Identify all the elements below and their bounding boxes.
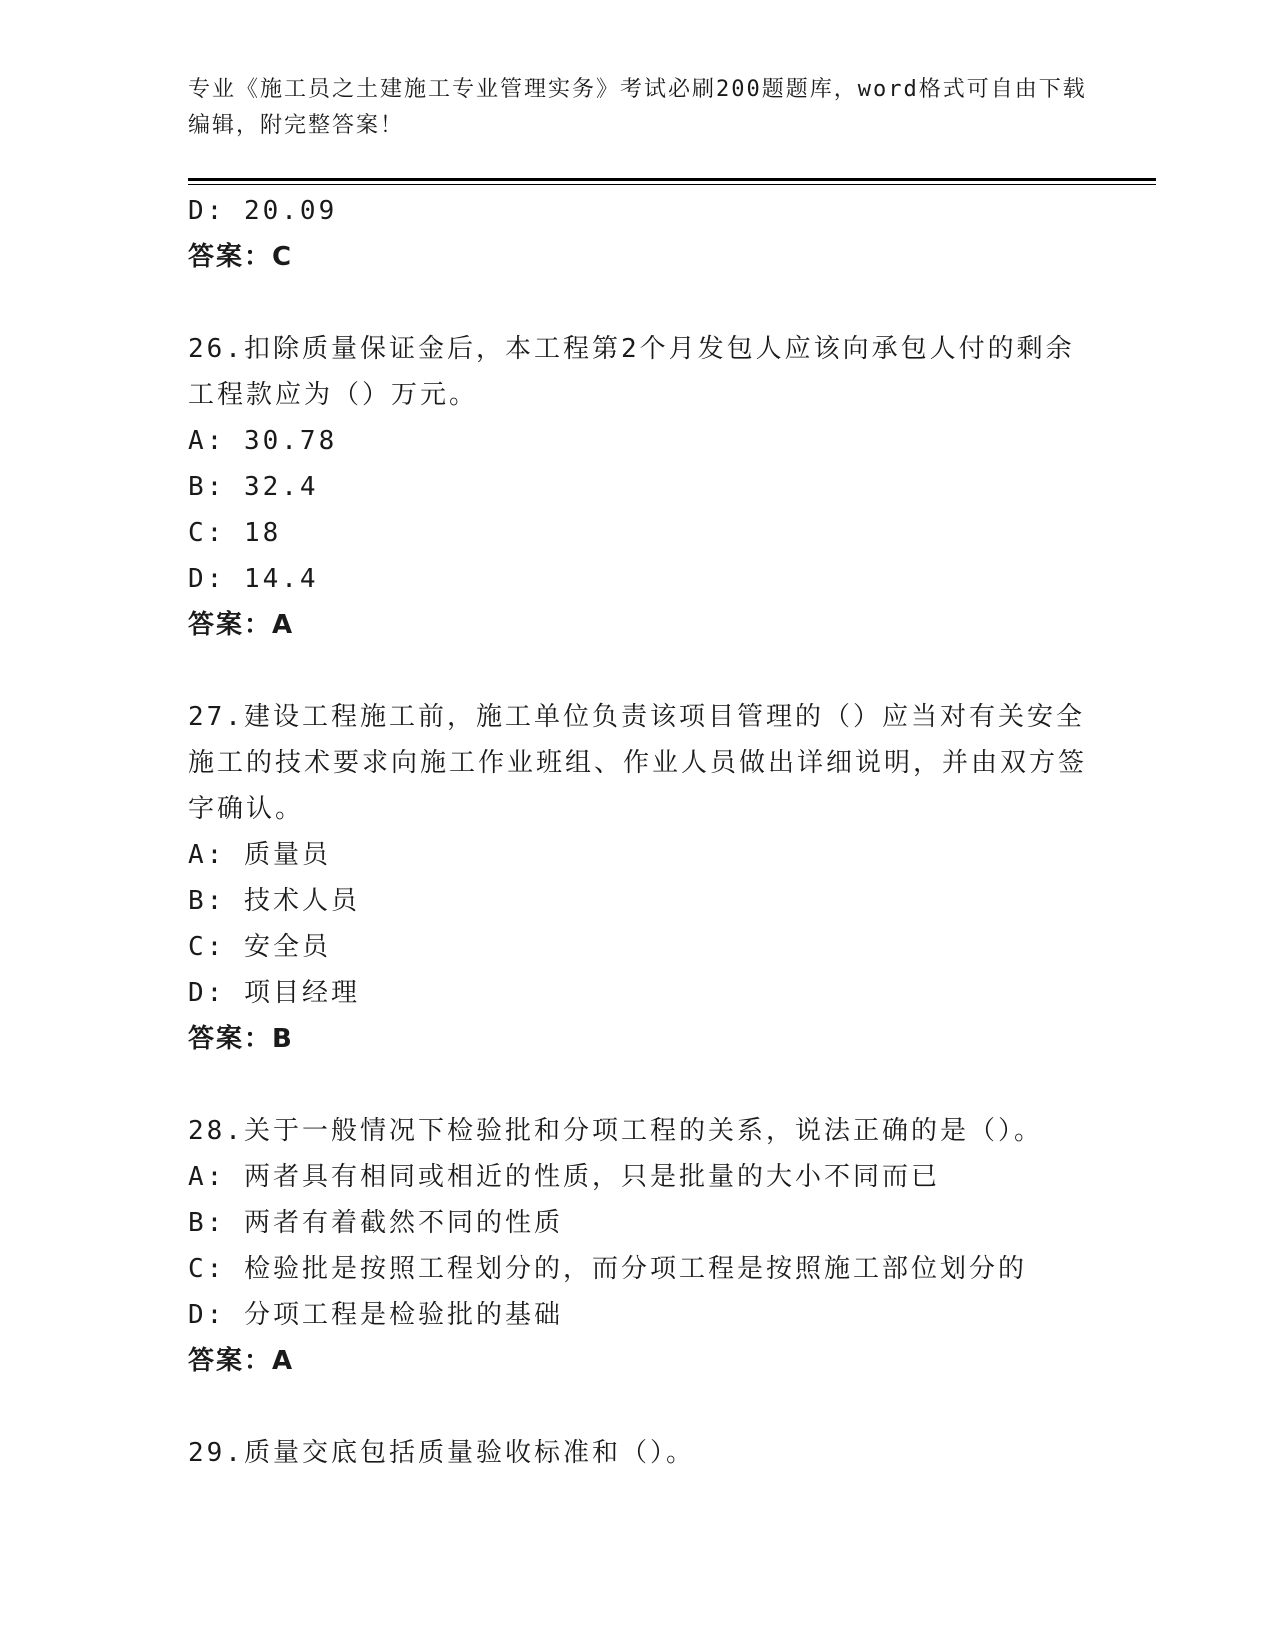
option-line: D: 项目经理	[188, 978, 360, 1008]
answer-line: 答案：C	[188, 242, 294, 272]
answer-line: 答案：A	[188, 610, 295, 640]
option-line: D: 14.4	[188, 564, 319, 594]
option-line: C: 检验批是按照工程划分的，而分项工程是按照施工部位划分的	[188, 1254, 1027, 1284]
spacer	[188, 1062, 1088, 1108]
spacer	[188, 1384, 1088, 1430]
header-rule-thin	[188, 184, 1156, 185]
question-text: 29.质量交底包括质量验收标准和（）。	[188, 1438, 695, 1468]
header-rule-thick	[188, 178, 1156, 181]
question-text: 28.关于一般情况下检验批和分项工程的关系，说法正确的是（）。	[188, 1116, 1043, 1146]
option-line: D: 分项工程是检验批的基础	[188, 1300, 563, 1330]
spacer	[188, 280, 1088, 326]
option-line: A: 30.78	[188, 426, 338, 456]
option-line: A: 质量员	[188, 840, 331, 870]
answer-line: 答案：B	[188, 1024, 294, 1054]
option-line: B: 两者有着截然不同的性质	[188, 1208, 563, 1238]
document-header: 专业《施工员之土建施工专业管理实务》考试必刷200题题库，word格式可自由下载编辑，附完整答案！	[188, 77, 1087, 138]
option-line: B: 32.4	[188, 472, 319, 502]
option-line: B: 技术人员	[188, 886, 360, 916]
answer-line: 答案：A	[188, 1346, 295, 1376]
option-line: D: 20.09	[188, 196, 338, 226]
question-text: 27.建设工程施工前，施工单位负责该项目管理的（）应当对有关安全施工的技术要求向施工作业班组、作业人员做出详细说明，并由双方签字确认。	[188, 702, 1088, 824]
option-line: C: 18	[188, 518, 282, 548]
option-line: A: 两者具有相同或相近的性质，只是批量的大小不同而已	[188, 1162, 940, 1192]
spacer	[188, 648, 1088, 694]
question-text: 26.扣除质量保证金后，本工程第2个月发包人应该向承包人付的剩余工程款应为（）万元。	[188, 334, 1075, 410]
question-content	[188, 188, 1088, 1476]
option-line: C: 安全员	[188, 932, 331, 962]
